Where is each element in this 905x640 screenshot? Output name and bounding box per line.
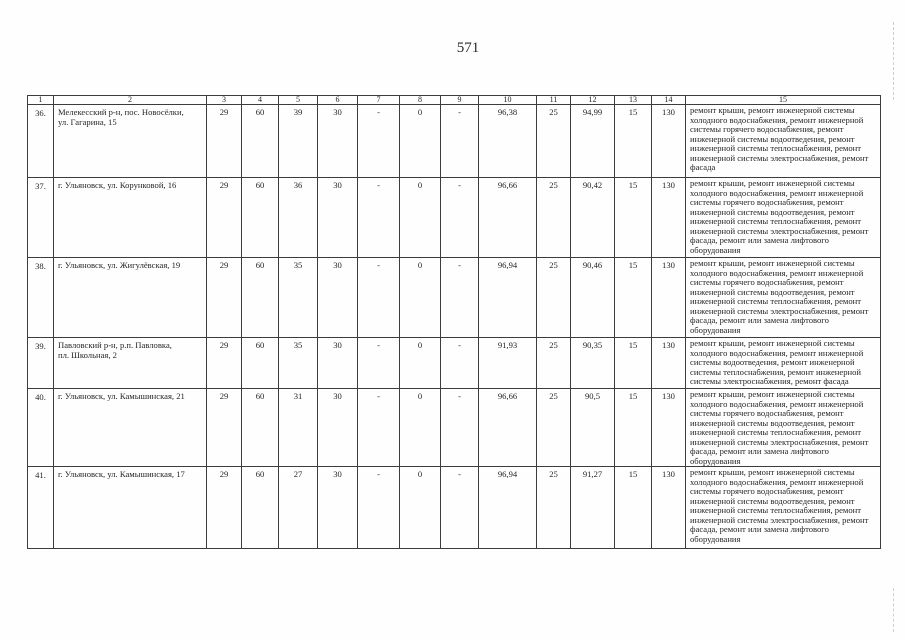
value-cell: 60 <box>242 258 279 338</box>
table-row <box>28 178 881 258</box>
value-cell: - <box>441 258 479 338</box>
value-cell: 27 <box>279 467 318 549</box>
row-number-cell: 41. <box>28 467 54 549</box>
value-cell: 130 <box>652 105 686 178</box>
works-line: инженерной системы электроснабжения, ремонт <box>690 152 869 163</box>
repair-works-table <box>27 95 881 549</box>
works-line: инженерной системы электроснабжения, ремонт <box>690 436 869 447</box>
value-cell: 15 <box>615 338 652 389</box>
value-cell: 130 <box>652 389 686 467</box>
works-list-cell <box>686 467 881 549</box>
table-row <box>28 105 881 178</box>
value-cell: 0 <box>400 258 441 338</box>
value-cell: - <box>441 467 479 549</box>
address-cell <box>54 467 207 549</box>
works-line: инженерной системы электроснабжения, ремонт <box>690 305 869 316</box>
value-cell: 15 <box>615 178 652 258</box>
value-cell: 25 <box>537 338 571 389</box>
row-number-cell: 39. <box>28 338 54 389</box>
value-cell: 30 <box>318 467 358 549</box>
address-line: г. Ульяновск, ул. Камышинская, 21 <box>58 391 185 401</box>
value-cell: 29 <box>207 258 242 338</box>
value-cell: - <box>441 389 479 467</box>
works-line: системы горячего водоснабжения, ремонт <box>690 197 844 207</box>
value-cell: 29 <box>207 389 242 467</box>
column-number-header: 5 <box>279 96 318 105</box>
column-number-header: 15 <box>686 96 881 105</box>
works-line: инженерной системы теплоснабжения, ремонт <box>690 505 861 515</box>
value-cell: 35 <box>279 338 318 389</box>
works-line: инженерной системы теплоснабжения, ремонт <box>690 143 861 153</box>
value-cell: 130 <box>652 258 686 338</box>
works-line: ремонт крыши, ремонт инженерной системы <box>690 389 855 399</box>
address-line: г. Ульяновск, ул. Жигулёвская, 19 <box>58 260 181 270</box>
column-number-header: 13 <box>615 96 652 105</box>
value-cell: - <box>441 338 479 389</box>
works-line: холодного водоснабжения, ремонт инженерной <box>690 114 864 125</box>
works-list-cell <box>686 178 881 258</box>
works-line: ремонт крыши, ремонт инженерной системы <box>690 178 855 188</box>
value-cell: 130 <box>652 338 686 389</box>
column-number-header: 6 <box>318 96 358 105</box>
column-number-header: 8 <box>400 96 441 105</box>
works-line: оборудования <box>690 324 741 335</box>
address-line: г. Ульяновск, ул. Камышинская, 17 <box>58 469 185 479</box>
table-header <box>28 96 881 105</box>
works-line: системы электроснабжения, ремонт фасада <box>690 376 849 386</box>
works-line: холодного водоснабжения, ремонт инженерной <box>690 267 864 278</box>
works-list-cell <box>686 389 881 467</box>
value-cell: 30 <box>318 178 358 258</box>
works-line: ремонт крыши, ремонт инженерной системы <box>690 258 855 268</box>
value-cell: 96,94 <box>479 258 537 338</box>
works-line: фасада, ремонт или замена лифтового <box>690 235 829 245</box>
value-cell: 30 <box>318 105 358 178</box>
value-cell: - <box>358 258 400 338</box>
value-cell: 36 <box>279 178 318 258</box>
column-number-header: 10 <box>479 96 537 105</box>
value-cell: - <box>358 338 400 389</box>
works-list-cell <box>686 258 881 338</box>
works-list-cell <box>686 338 881 389</box>
value-cell: 30 <box>318 338 358 389</box>
address-cell <box>54 258 207 338</box>
value-cell: 130 <box>652 178 686 258</box>
value-cell: 25 <box>537 105 571 178</box>
works-line: инженерной системы водоотведения, ремонт <box>690 206 855 217</box>
table-row <box>28 389 881 467</box>
value-cell: 94,99 <box>571 105 615 178</box>
works-line: системы горячего водоснабжения, ремонт <box>690 124 844 134</box>
works-line: ремонт крыши, ремонт инженерной системы <box>690 338 855 348</box>
works-line: оборудования <box>690 533 741 544</box>
column-number-header: 7 <box>358 96 400 105</box>
value-cell: 90,42 <box>571 178 615 258</box>
value-cell: 90,46 <box>571 258 615 338</box>
value-cell: - <box>441 178 479 258</box>
works-line: системы водоотведения, ремонт инженерной <box>690 357 855 367</box>
address-cell <box>54 178 207 258</box>
address-line: Мелекесский р-н, пос. Новосёлки, <box>58 107 184 117</box>
works-line: ремонт крыши, ремонт инженерной системы <box>690 105 855 115</box>
value-cell: 96,66 <box>479 389 537 467</box>
works-line: холодного водоснабжения, ремонт инженерной <box>690 476 864 487</box>
row-number-cell: 38. <box>28 258 54 338</box>
address-cell <box>54 338 207 389</box>
value-cell: 96,94 <box>479 467 537 549</box>
value-cell: 0 <box>400 105 441 178</box>
works-line: инженерной системы электроснабжения, ремонт <box>690 514 869 525</box>
value-cell: 0 <box>400 338 441 389</box>
column-number-header: 12 <box>571 96 615 105</box>
works-line: инженерной системы водоотведения, ремонт <box>690 417 855 428</box>
value-cell: 60 <box>242 389 279 467</box>
scan-edge-mark <box>893 588 894 632</box>
value-cell: - <box>358 178 400 258</box>
address-cell <box>54 389 207 467</box>
works-line: системы теплоснабжения, ремонт инженерной <box>690 366 861 377</box>
value-cell: 25 <box>537 258 571 338</box>
value-cell: 0 <box>400 178 441 258</box>
value-cell: 35 <box>279 258 318 338</box>
value-cell: 0 <box>400 467 441 549</box>
value-cell: - <box>358 389 400 467</box>
works-list-cell <box>686 105 881 178</box>
works-line: ремонт крыши, ремонт инженерной системы <box>690 467 855 477</box>
table-row <box>28 338 881 389</box>
works-line: фасада, ремонт или замена лифтового <box>690 524 829 534</box>
value-cell: 15 <box>615 467 652 549</box>
address-cell <box>54 105 207 178</box>
works-line: холодного водоснабжения, ремонт инженерной <box>690 187 864 198</box>
value-cell: 29 <box>207 105 242 178</box>
value-cell: 25 <box>537 389 571 467</box>
works-line: инженерной системы теплоснабжения, ремонт <box>690 296 861 306</box>
value-cell: 15 <box>615 258 652 338</box>
row-number-cell: 40. <box>28 389 54 467</box>
value-cell: 90,5 <box>571 389 615 467</box>
value-cell: - <box>358 105 400 178</box>
table-row <box>28 467 881 549</box>
works-line: инженерной системы водоотведения, ремонт <box>690 133 855 144</box>
address-line: ул. Гагарина, 15 <box>58 116 117 127</box>
value-cell: 60 <box>242 105 279 178</box>
works-line: инженерной системы теплоснабжения, ремонт <box>690 216 861 226</box>
column-number-header: 3 <box>207 96 242 105</box>
works-line: оборудования <box>690 455 741 466</box>
value-cell: 29 <box>207 467 242 549</box>
works-line: холодного водоснабжения, ремонт инженерной <box>690 398 864 409</box>
page-number: 571 <box>456 40 480 56</box>
value-cell: 30 <box>318 258 358 338</box>
works-line: системы горячего водоснабжения, ремонт <box>690 408 844 418</box>
works-line: инженерной системы водоотведения, ремонт <box>690 495 855 506</box>
column-number-header: 1 <box>28 96 54 105</box>
works-line: системы горячего водоснабжения, ремонт <box>690 277 844 287</box>
value-cell: 60 <box>242 338 279 389</box>
value-cell: 90,35 <box>571 338 615 389</box>
address-line: Павловский р-н, р.п. Павловка, <box>58 340 172 350</box>
value-cell: 96,38 <box>479 105 537 178</box>
row-number-cell: 37. <box>28 178 54 258</box>
works-line: инженерной системы теплоснабжения, ремонт <box>690 427 861 437</box>
scan-edge-mark <box>893 22 894 100</box>
value-cell: - <box>358 467 400 549</box>
column-number-header: 9 <box>441 96 479 105</box>
works-line: фасада, ремонт или замена лифтового <box>690 446 829 456</box>
value-cell: 15 <box>615 389 652 467</box>
table-body <box>28 105 881 549</box>
column-number-header: 2 <box>54 96 207 105</box>
column-numbers-row <box>28 96 881 105</box>
works-line: холодного водоснабжения, ремонт инженерной <box>690 347 864 358</box>
value-cell: 60 <box>242 178 279 258</box>
value-cell: 60 <box>242 467 279 549</box>
value-cell: 91,27 <box>571 467 615 549</box>
value-cell: 25 <box>537 178 571 258</box>
works-line: фасада <box>690 162 716 172</box>
value-cell: 91,93 <box>479 338 537 389</box>
works-line: системы горячего водоснабжения, ремонт <box>690 486 844 496</box>
column-number-header: 14 <box>652 96 686 105</box>
value-cell: 31 <box>279 389 318 467</box>
address-line: пл. Школьная, 2 <box>58 349 117 360</box>
works-line: инженерной системы электроснабжения, ремонт <box>690 225 869 236</box>
value-cell: 29 <box>207 178 242 258</box>
address-line: г. Ульяновск, ул. Корунковой, 16 <box>58 180 177 190</box>
value-cell: 30 <box>318 389 358 467</box>
value-cell: 29 <box>207 338 242 389</box>
value-cell: 15 <box>615 105 652 178</box>
value-cell: 96,66 <box>479 178 537 258</box>
works-line: оборудования <box>690 244 741 255</box>
table-row <box>28 258 881 338</box>
value-cell: 25 <box>537 467 571 549</box>
value-cell: 39 <box>279 105 318 178</box>
value-cell: 130 <box>652 467 686 549</box>
works-line: инженерной системы водоотведения, ремонт <box>690 286 855 297</box>
row-number-cell: 36. <box>28 105 54 178</box>
column-number-header: 11 <box>537 96 571 105</box>
value-cell: 0 <box>400 389 441 467</box>
works-line: фасада, ремонт или замена лифтового <box>690 315 829 325</box>
value-cell: - <box>441 105 479 178</box>
column-number-header: 4 <box>242 96 279 105</box>
